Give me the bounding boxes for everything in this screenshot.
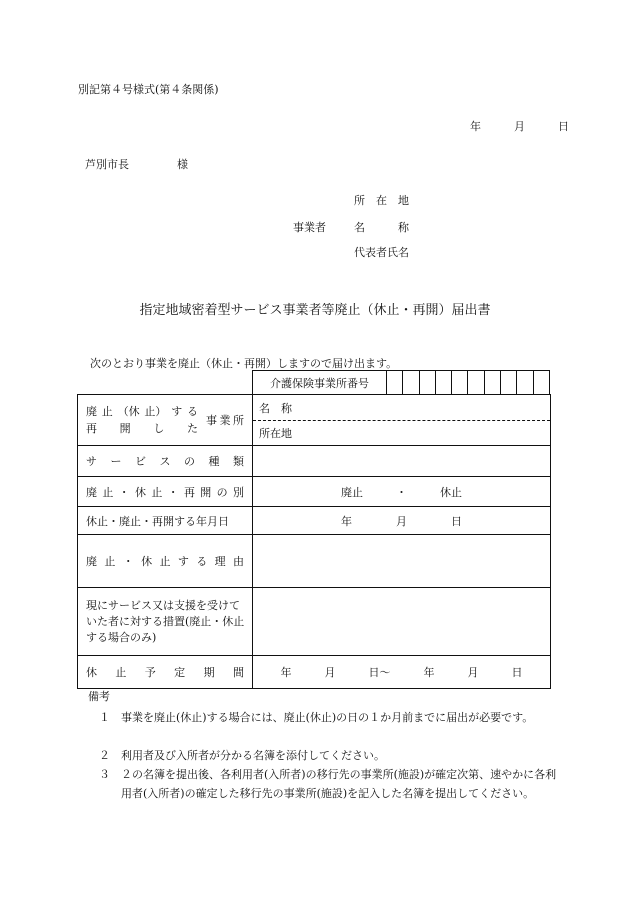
label-char: 廃 <box>86 405 97 418</box>
note-text: 利用者及び入所者が分かる名簿を添付してください。 <box>121 749 385 762</box>
notification-table <box>77 394 551 689</box>
addressee <box>85 156 188 172</box>
effective-date-value: 年 月 日 <box>341 514 462 528</box>
label-char: 類 <box>233 455 244 468</box>
label-char: ス <box>159 455 171 468</box>
category-value: 廃止 ・ 休止 <box>341 485 462 499</box>
label-char: 止） <box>144 405 167 418</box>
reason-label <box>78 535 253 588</box>
effective-date-field[interactable] <box>253 507 551 535</box>
office-number-digit-field[interactable] <box>403 371 419 394</box>
note-item <box>99 765 557 803</box>
stopper-line2 <box>86 420 198 437</box>
office-number-digit-field[interactable] <box>436 371 452 394</box>
office-number-digit-field[interactable] <box>420 371 436 394</box>
intro-text: 次のとおり事業を廃止（休止・再開）しますので届け出ます。 <box>90 357 398 370</box>
suspension-period-value: 年 月 日〜 年 月 日 <box>280 666 523 679</box>
note-item <box>99 708 557 727</box>
measures-label: 現にサービス又は支援を受けていた者に対する措置(廃止・休止する場合のみ) <box>86 598 245 644</box>
label-char: す <box>177 555 189 568</box>
category-field[interactable] <box>253 477 551 507</box>
label-char: 間 <box>232 666 244 679</box>
office-number-digit-field[interactable] <box>534 371 549 394</box>
label-char: 別 <box>232 485 244 499</box>
label-char: 予 <box>144 666 156 679</box>
note-text: 事業を廃止(休止)する場合には、廃止(休止)の日の１か月前までに届出が必要です。 <box>121 711 534 724</box>
month-label: 月 <box>514 120 525 133</box>
date-line <box>470 118 569 134</box>
label-char: 止 <box>151 485 163 499</box>
service-type-label <box>78 446 253 477</box>
reason-field[interactable] <box>253 535 551 588</box>
label-char: 廃 <box>86 485 97 499</box>
form-number: 別記第４号様式(第４条関係) <box>78 83 219 96</box>
suspension-period-field[interactable] <box>253 656 551 689</box>
label-char: サ <box>86 455 97 468</box>
measures-label-cell <box>78 588 253 656</box>
addressee-honorific: 様 <box>177 158 188 171</box>
office-number-box <box>252 370 550 395</box>
label-char: 種 <box>208 455 220 468</box>
label-char: 開 <box>200 485 212 499</box>
label-char: 所 <box>233 414 244 427</box>
label-char: 業 <box>219 414 231 427</box>
label-char: ー <box>110 455 122 468</box>
office-label <box>198 412 244 428</box>
note-number: １ <box>99 711 110 724</box>
label-char: 期 <box>203 666 215 679</box>
label-char: す <box>171 405 183 418</box>
label-char: 止 <box>104 555 116 568</box>
label-char: 再 <box>86 422 97 435</box>
label-char: 理 <box>214 555 226 568</box>
office-cell <box>253 395 551 446</box>
note-number: ２ <box>99 749 110 762</box>
issuer-address-label: 所 在 地 <box>354 194 409 207</box>
document-title: 指定地域密着型サービス事業者等廃止（休止・再開）届出書 <box>139 303 491 318</box>
label-char: 止 <box>159 555 171 568</box>
label-char: 止 <box>115 666 127 679</box>
issuer-label: 事業者 <box>293 221 326 234</box>
label-char: た <box>186 422 198 435</box>
office-number-digit-field[interactable] <box>517 371 533 394</box>
label-char: の <box>184 455 195 468</box>
label-char: し <box>153 422 165 435</box>
note-item <box>99 746 557 765</box>
office-number-digit-field[interactable] <box>452 371 468 394</box>
label-char: る <box>196 555 208 568</box>
note-text: ２の名簿を提出後、各利用者(入所者)の移行先の事業所(施設)が確定次第、速やかに各利用者(入所者)の確定した移行先の事業所(施設)を記入した名簿を提出してください。 <box>121 768 557 800</box>
notes-title: 備考 <box>88 690 110 703</box>
addressee-name: 芦別市長 <box>85 158 129 171</box>
office-address-field[interactable] <box>253 421 550 445</box>
category-label <box>78 477 253 507</box>
label-char: 休 <box>141 555 153 568</box>
label-char: 開 <box>119 422 131 435</box>
label-char: 事 <box>206 414 217 427</box>
label-char: 廃 <box>86 555 97 568</box>
label-char: 休 <box>86 666 97 679</box>
office-address-label: 所在地 <box>259 427 292 440</box>
office-number-digit-field[interactable] <box>501 371 517 394</box>
suspension-period-label <box>78 656 253 689</box>
label-char: ・ <box>118 485 130 499</box>
office-number-digit-field[interactable] <box>485 371 501 394</box>
office-name-label: 名 称 <box>259 401 292 415</box>
stopped-office-label <box>78 395 253 446</box>
label-char: の <box>216 485 228 499</box>
issuer-representative-label: 代表者氏名 <box>354 246 409 259</box>
label-char: 再 <box>183 485 195 499</box>
label-char: 止 <box>102 485 114 499</box>
measures-field[interactable] <box>253 588 551 656</box>
issuer-name-label: 名 称 <box>354 221 409 234</box>
label-char: ・ <box>167 485 179 499</box>
office-number-digit-field[interactable] <box>387 371 403 394</box>
service-type-field[interactable] <box>253 446 551 477</box>
stopper-line1 <box>86 403 198 420</box>
office-number-digit-field[interactable] <box>468 371 484 394</box>
label-char: 定 <box>174 666 186 679</box>
day-label: 日 <box>558 120 569 133</box>
effective-date-label: 休止・廃止・再開する年月日 <box>78 507 253 535</box>
note-number: ３ <box>99 768 110 781</box>
label-char: 休 <box>134 485 146 499</box>
label-char: 由 <box>233 555 244 568</box>
label-char: ・ <box>122 555 134 568</box>
label-char: る <box>186 405 198 418</box>
label-char: ビ <box>135 455 146 468</box>
year-label: 年 <box>470 120 481 133</box>
label-char: 止 <box>101 405 113 418</box>
label-char: （休 <box>117 405 140 418</box>
office-number-label: 介護保険事業所番号 <box>253 371 387 394</box>
office-name-field[interactable] <box>253 395 550 421</box>
